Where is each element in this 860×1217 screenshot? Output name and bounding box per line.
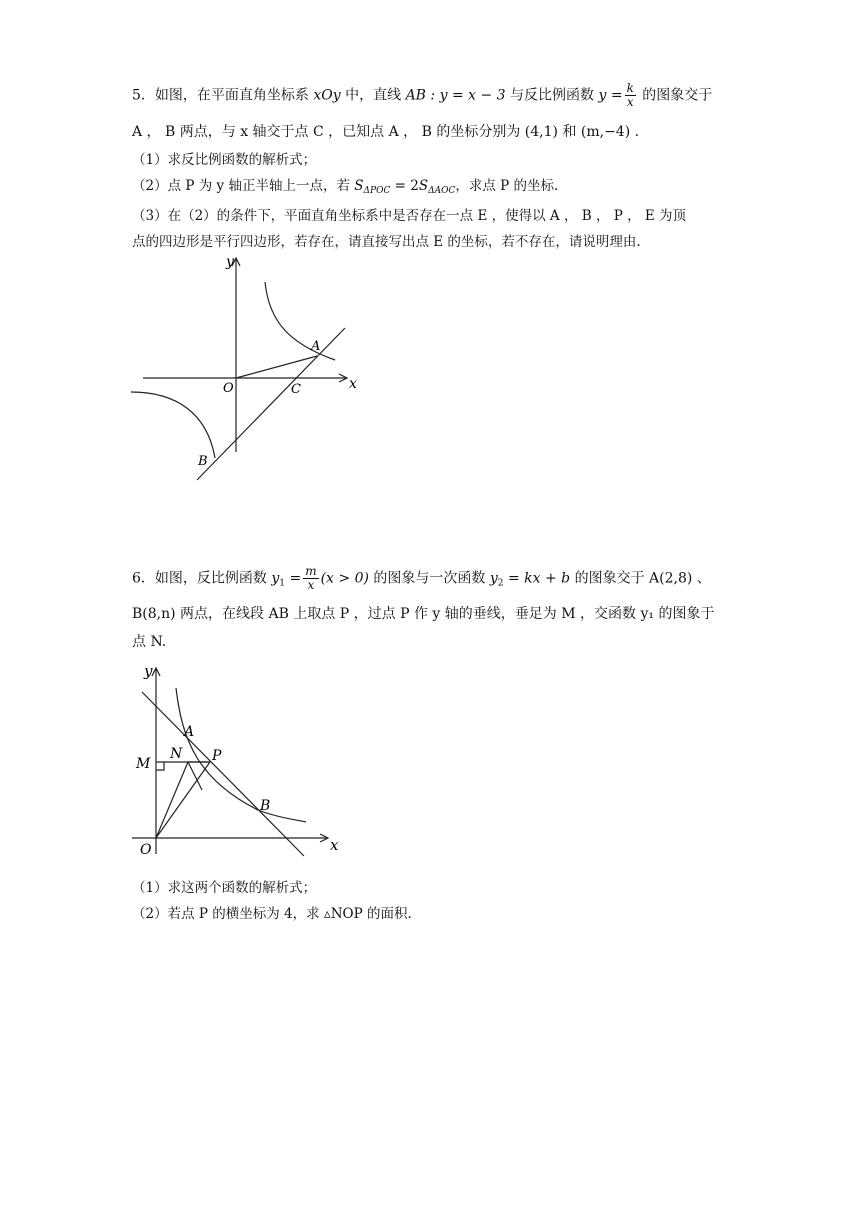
q6-label-b: B <box>260 798 271 814</box>
q5-figure <box>125 252 365 482</box>
q5-equals: = 2 <box>390 178 419 194</box>
q6-line1: 6．如图，反比例函数 $y_1$ = $\frac{m}{x}$ (x > 0) 的图象与一次函数 $y_2$ = kx + b 的图象交于 A(2,8) 、 <box>132 564 711 592</box>
q5-sub2 <box>132 176 558 201</box>
q6-label-y: y <box>144 662 153 680</box>
q6-y2: y <box>489 570 498 587</box>
q5-label-y: y <box>226 254 234 270</box>
q5-line1 <box>132 82 712 109</box>
q5-area2-symbol: S <box>418 178 429 194</box>
q6-y2-subscript: 2 <box>497 578 504 589</box>
q5-sub3-b: 点的四边形是平行四边形，若存在，请直接写出点 E 的坐标，若不存在，请说明理由. <box>132 234 641 250</box>
q6-domain-condition: (x > 0) <box>320 570 369 587</box>
q6-fraction <box>303 565 318 592</box>
q5-frac-denominator: x <box>626 95 634 109</box>
q5-text-mid: 中，直线 <box>340 87 406 104</box>
q5-line2: A ， B 两点，与 x 轴交于点 C ，已知点 A ， B 的坐标分别为 (4,1) 和 (m,−4) . <box>132 124 640 140</box>
q5-sub3-a: （3）在（2）的条件下，平面直角坐标系中是否存在一点 E ，使得以 A ， B ， P ， E 为顶 <box>132 208 687 224</box>
q6-right-angle-marker <box>156 762 164 770</box>
q5-label-x: x <box>349 376 357 392</box>
q5-area1-symbol: S <box>354 178 364 194</box>
q6-line2: B(8,n) 两点，在线段 AB 上取点 P ，过点 P 作 y 轴的垂线，垂足为 M ，交函数 y₁ 的图象于 <box>132 606 715 622</box>
q6-hyperbola <box>176 688 306 822</box>
q5-frac-lhs: y = <box>598 87 623 104</box>
q5-label-o: O <box>223 381 234 396</box>
q5-sub2-post: ，求点 P 的坐标. <box>455 178 559 194</box>
q5-text-post: 与反比例函数 <box>505 87 599 104</box>
q6-line3: 点 N. <box>132 634 167 650</box>
q6-line-ab <box>142 692 304 856</box>
q6-text-mid: 的图象与一次函数 <box>368 570 490 587</box>
q6-figure <box>128 660 353 860</box>
q6-label-p: P <box>212 748 222 764</box>
q5-frac-numerator: k <box>626 81 634 95</box>
q6-label-x: x <box>330 836 339 854</box>
q6-frac-numerator: m <box>305 564 317 578</box>
q5-area2-subscript: ΔAOC <box>428 186 456 196</box>
q6-y1-subscript: 1 <box>279 578 286 589</box>
q6-frac-denominator: x <box>307 578 315 592</box>
q6-sub1: （1）求这两个函数的解析式； <box>132 880 317 896</box>
q5-line-ab <box>197 328 345 480</box>
q6-intro-text: 6．如图，反比例函数 <box>132 570 272 587</box>
q6-label-n: N <box>170 746 183 762</box>
q6-label-a: A <box>184 724 195 740</box>
q5-label-b: B <box>198 454 208 469</box>
q5-label-c: C <box>291 382 301 397</box>
q5-label-a: A <box>311 339 321 354</box>
q5-line-equation: AB : y = x − 3 <box>405 87 506 104</box>
q5-sub2-pre: （2）点 P 为 y 轴正半轴上一点，若 <box>132 178 355 194</box>
q6-label-m: M <box>136 756 151 772</box>
q6-text-post: 的图象交于 A(2,8) 、 <box>570 570 711 587</box>
q5-system-name: xOy <box>313 87 341 104</box>
q5-intro-text: 5．如图，在平面直角坐标系 <box>132 87 314 104</box>
q5-segment-oa <box>236 356 317 378</box>
q6-sub2: （2）若点 P 的横坐标为 4，求 ▵NOP 的面积. <box>132 906 412 922</box>
q6-label-o: O <box>140 842 152 858</box>
q5-sub1: （1）求反比例函数的解析式； <box>132 152 317 168</box>
q6-y1: y <box>271 570 280 587</box>
q5-hyperbola-q3 <box>131 392 215 458</box>
q5-fraction <box>625 82 636 109</box>
q6-linear-expr: = kx + b <box>503 570 571 587</box>
q5-text-end: 的图象交于 <box>637 87 713 104</box>
q5-area1-subscript: ΔPOC <box>363 186 391 196</box>
